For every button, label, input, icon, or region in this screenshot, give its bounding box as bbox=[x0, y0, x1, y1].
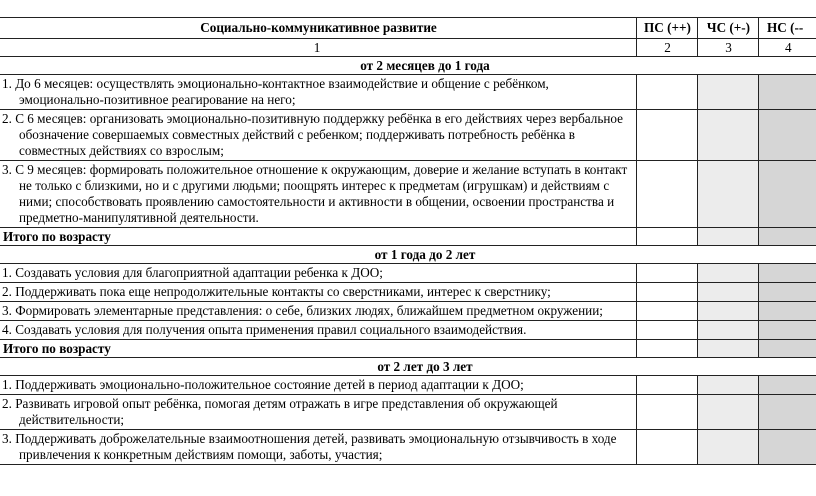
task-text: 1. Поддерживать эмоционально-положительное состояние детей в период адаптации к ДОО; bbox=[0, 376, 637, 395]
score-cell-ps[interactable] bbox=[637, 321, 698, 340]
score-cell-ns[interactable] bbox=[759, 75, 816, 110]
score-cell-ps[interactable] bbox=[637, 110, 698, 161]
total-cell-ps[interactable] bbox=[637, 340, 698, 358]
column-header-ns: НС (-- bbox=[759, 18, 816, 39]
header-row bbox=[0, 18, 816, 39]
total-cell-ns[interactable] bbox=[759, 340, 816, 358]
score-cell-ps[interactable] bbox=[637, 376, 698, 395]
table-row bbox=[0, 110, 816, 161]
score-cell-ns[interactable] bbox=[759, 264, 816, 283]
score-cell-ns[interactable] bbox=[759, 302, 816, 321]
score-cell-ps[interactable] bbox=[637, 264, 698, 283]
table-row bbox=[0, 430, 816, 465]
total-label: Итого по возрасту bbox=[0, 228, 637, 246]
score-cell-ns[interactable] bbox=[759, 321, 816, 340]
score-cell-ch[interactable] bbox=[698, 376, 759, 395]
column-number: 1 bbox=[0, 39, 637, 57]
score-cell-ns[interactable] bbox=[759, 395, 816, 430]
task-text: 1. До 6 месяцев: осуществлять эмоционально-контактное взаимодействие и общение с ребёнком, эмоционально-позитивное реагирование на него; bbox=[0, 75, 637, 110]
task-text: 3. С 9 месяцев: формировать положительное отношение к окружающим, доверие и желание вступать в контакт не только с близкими, но и с другими людьми; поощрять интерес к предметам (игрушкам) и действиям с ними; способствовать проявлению самостоятельности и активности в общении, освоении пространства и предметно-манипулятивной деятельности. bbox=[0, 161, 637, 228]
total-cell-ch[interactable] bbox=[698, 228, 759, 246]
score-cell-ns[interactable] bbox=[759, 161, 816, 228]
table-row bbox=[0, 264, 816, 283]
age-group-title: от 1 года до 2 лет bbox=[0, 246, 816, 264]
table-row bbox=[0, 283, 816, 302]
task-text: 3. Формировать элементарные представления: о себе, близких людях, ближайшем предметном окружении; bbox=[0, 302, 637, 321]
column-number: 3 bbox=[698, 39, 759, 57]
score-cell-ps[interactable] bbox=[637, 161, 698, 228]
evaluation-table bbox=[0, 17, 816, 465]
table-row bbox=[0, 161, 816, 228]
score-cell-ch[interactable] bbox=[698, 161, 759, 228]
age-group-row bbox=[0, 358, 816, 376]
task-text: 3. Поддерживать доброжелательные взаимоотношения детей, развивать эмоциональную отзывчивость в ходе привлечения к конкретным действиям помощи, заботы, участия; bbox=[0, 430, 637, 465]
score-cell-ch[interactable] bbox=[698, 395, 759, 430]
age-group-row bbox=[0, 57, 816, 75]
task-text: 2. Развивать игровой опыт ребёнка, помогая детям отражать в игре представления об окружающей действительности; bbox=[0, 395, 637, 430]
total-cell-ps[interactable] bbox=[637, 228, 698, 246]
table-row bbox=[0, 321, 816, 340]
table-row bbox=[0, 376, 816, 395]
score-cell-ps[interactable] bbox=[637, 395, 698, 430]
score-cell-ns[interactable] bbox=[759, 283, 816, 302]
score-cell-ps[interactable] bbox=[637, 430, 698, 465]
score-cell-ch[interactable] bbox=[698, 430, 759, 465]
task-text: 2. С 6 месяцев: организовать эмоционально-позитивную поддержку ребёнка в его действиях через вербальное обозначение совершаемых совместных действий с ребенком; поддерживать потребность ребёнка в совместных действиях со взрослым; bbox=[0, 110, 637, 161]
score-cell-ps[interactable] bbox=[637, 302, 698, 321]
age-group-title: от 2 месяцев до 1 года bbox=[0, 57, 816, 75]
total-row bbox=[0, 228, 816, 246]
table-row bbox=[0, 395, 816, 430]
column-number: 4 bbox=[759, 39, 816, 57]
task-text: 2. Поддерживать пока еще непродолжительные контакты со сверстниками, интерес к сверстнику; bbox=[0, 283, 637, 302]
total-label: Итого по возрасту bbox=[0, 340, 637, 358]
table-row bbox=[0, 302, 816, 321]
score-cell-ch[interactable] bbox=[698, 302, 759, 321]
column-header-ps: ПС (++) bbox=[637, 18, 698, 39]
task-text: 1. Создавать условия для благоприятной адаптации ребенка к ДОО; bbox=[0, 264, 637, 283]
score-cell-ps[interactable] bbox=[637, 75, 698, 110]
age-group-title: от 2 лет до 3 лет bbox=[0, 358, 816, 376]
score-cell-ch[interactable] bbox=[698, 321, 759, 340]
total-cell-ns[interactable] bbox=[759, 228, 816, 246]
score-cell-ps[interactable] bbox=[637, 283, 698, 302]
column-number-row bbox=[0, 39, 816, 57]
table-row bbox=[0, 75, 816, 110]
score-cell-ns[interactable] bbox=[759, 376, 816, 395]
column-number: 2 bbox=[637, 39, 698, 57]
score-cell-ch[interactable] bbox=[698, 75, 759, 110]
total-cell-ch[interactable] bbox=[698, 340, 759, 358]
score-cell-ch[interactable] bbox=[698, 110, 759, 161]
task-text: 4. Создавать условия для получения опыта применения правил социального взаимодействия. bbox=[0, 321, 637, 340]
evaluation-sheet bbox=[0, 17, 816, 465]
table-title: Социально-коммуникативное развитие bbox=[0, 18, 637, 39]
column-header-ch: ЧС (+-) bbox=[698, 18, 759, 39]
score-cell-ch[interactable] bbox=[698, 283, 759, 302]
score-cell-ch[interactable] bbox=[698, 264, 759, 283]
score-cell-ns[interactable] bbox=[759, 430, 816, 465]
age-group-row bbox=[0, 246, 816, 264]
score-cell-ns[interactable] bbox=[759, 110, 816, 161]
total-row bbox=[0, 340, 816, 358]
